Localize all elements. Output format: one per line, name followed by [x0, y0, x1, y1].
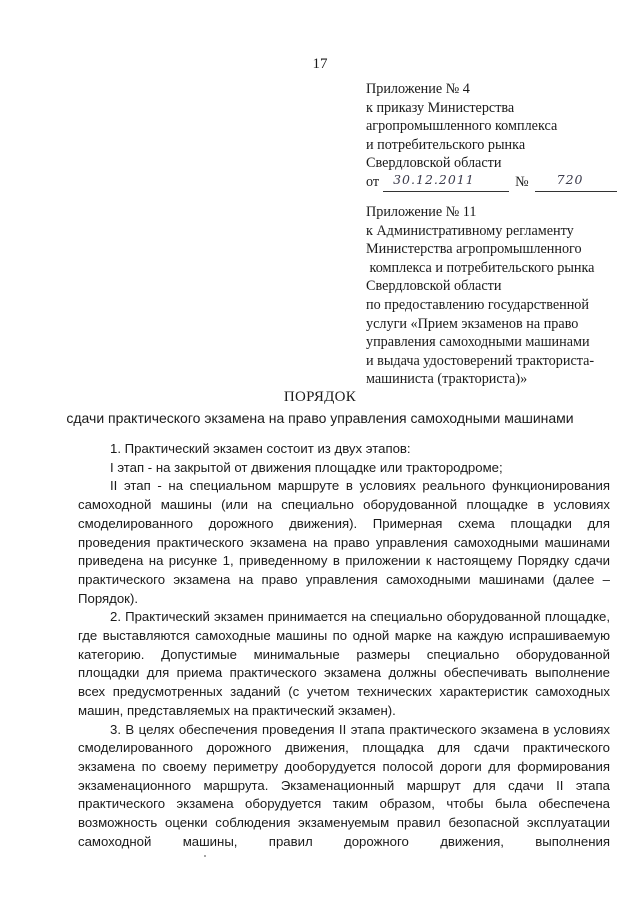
scan-speck	[204, 855, 206, 857]
document-title: ПОРЯДОК	[283, 389, 357, 405]
page-number: 17	[312, 56, 328, 72]
document-body	[78, 440, 610, 851]
order-date-number-line	[366, 173, 617, 192]
appendix-order-line: и потребительского рынка	[366, 136, 526, 153]
number-prefix: №	[515, 173, 529, 190]
appendix-regulation-line: услуги «Прием экзаменов на право	[366, 315, 579, 332]
appendix-regulation-line: комплекса и потребительского рынка	[366, 259, 595, 276]
appendix-regulation-line: Приложение № 11	[366, 204, 477, 220]
appendix-regulation-line: управления самоходными машинами	[366, 334, 590, 351]
appendix-order-line: Приложение № 4	[366, 81, 470, 97]
handwritten-date: 30.12.2011	[393, 171, 475, 187]
appendix-regulation-line: Министерства агропромышленного	[366, 241, 582, 258]
appendix-order-line: агропромышленного комплекса	[366, 118, 558, 135]
paragraph: 2. Практический экзамен принимается на специально оборудованной площадке, где выставляются самоходные машины по одной марке на каждую испрашиваемую категорию. Допустимые минимальные размеры специально оборудованной площадки для приема практического экзамена должны обеспечивать выполнение всех предусмотренных заданий (с учетом технических характеристик самоходных машин, представляемых на практический экзамен).	[78, 609, 610, 718]
appendix-order-line: к приказу Министерства	[366, 99, 515, 116]
appendix-regulation-line: и выдача удостоверений тракториста-	[366, 352, 595, 369]
appendix-regulation-line: к Административному регламенту	[366, 222, 574, 239]
handwritten-number: 720	[556, 171, 584, 187]
number-blank	[535, 171, 617, 192]
paragraph: II этап - на специальном маршруте в условиях реального функционирования самоходной машины (или на специально оборудованной площадке в условиях смоделированного дорожного движения). Примерная схема площадки для проведения практического экзамена на право управления самоходными машинами приведена на рисунке 1, приведенному в приложении к настоящему Порядку сдачи практического экзамена на право управления самоходными машинами (далее – Порядок).	[78, 478, 610, 606]
date-blank	[383, 171, 509, 192]
appendix-regulation-line: Свердловской области	[366, 278, 502, 295]
appendix-order-line: Свердловской области	[366, 155, 502, 172]
date-prefix: от	[366, 173, 380, 190]
document-subtitle: сдачи практического экзамена на право управления самоходными машинами	[66, 410, 574, 426]
paragraph: I этап - на закрытой от движения площадке или трактородроме;	[110, 459, 503, 475]
appendix-regulation-line: машиниста (тракториста)»	[366, 371, 528, 388]
appendix-order-block	[366, 80, 617, 192]
appendix-regulation-block	[366, 203, 594, 389]
paragraph: 3. В целях обеспечения проведения II этапа практического экзамена в условиях смоделированного дорожного движения, площадка для сдачи практического экзамена по своему периметру дооборудуется полосой дороги для формирования экзаменационного маршрута. Экзаменационный маршрут для сдачи II этапа практического экзамена оборудуется таким образом, чтобы была обеспечена возможность оценки соблюдения экзаменуемым правил безопасной эксплуатации самоходной машины, правил дорожного движения, выполнения	[78, 721, 610, 849]
appendix-regulation-line: по предоставлению государственной	[366, 296, 589, 313]
paragraph: 1. Практический экзамен состоит из двух этапов:	[110, 441, 411, 456]
